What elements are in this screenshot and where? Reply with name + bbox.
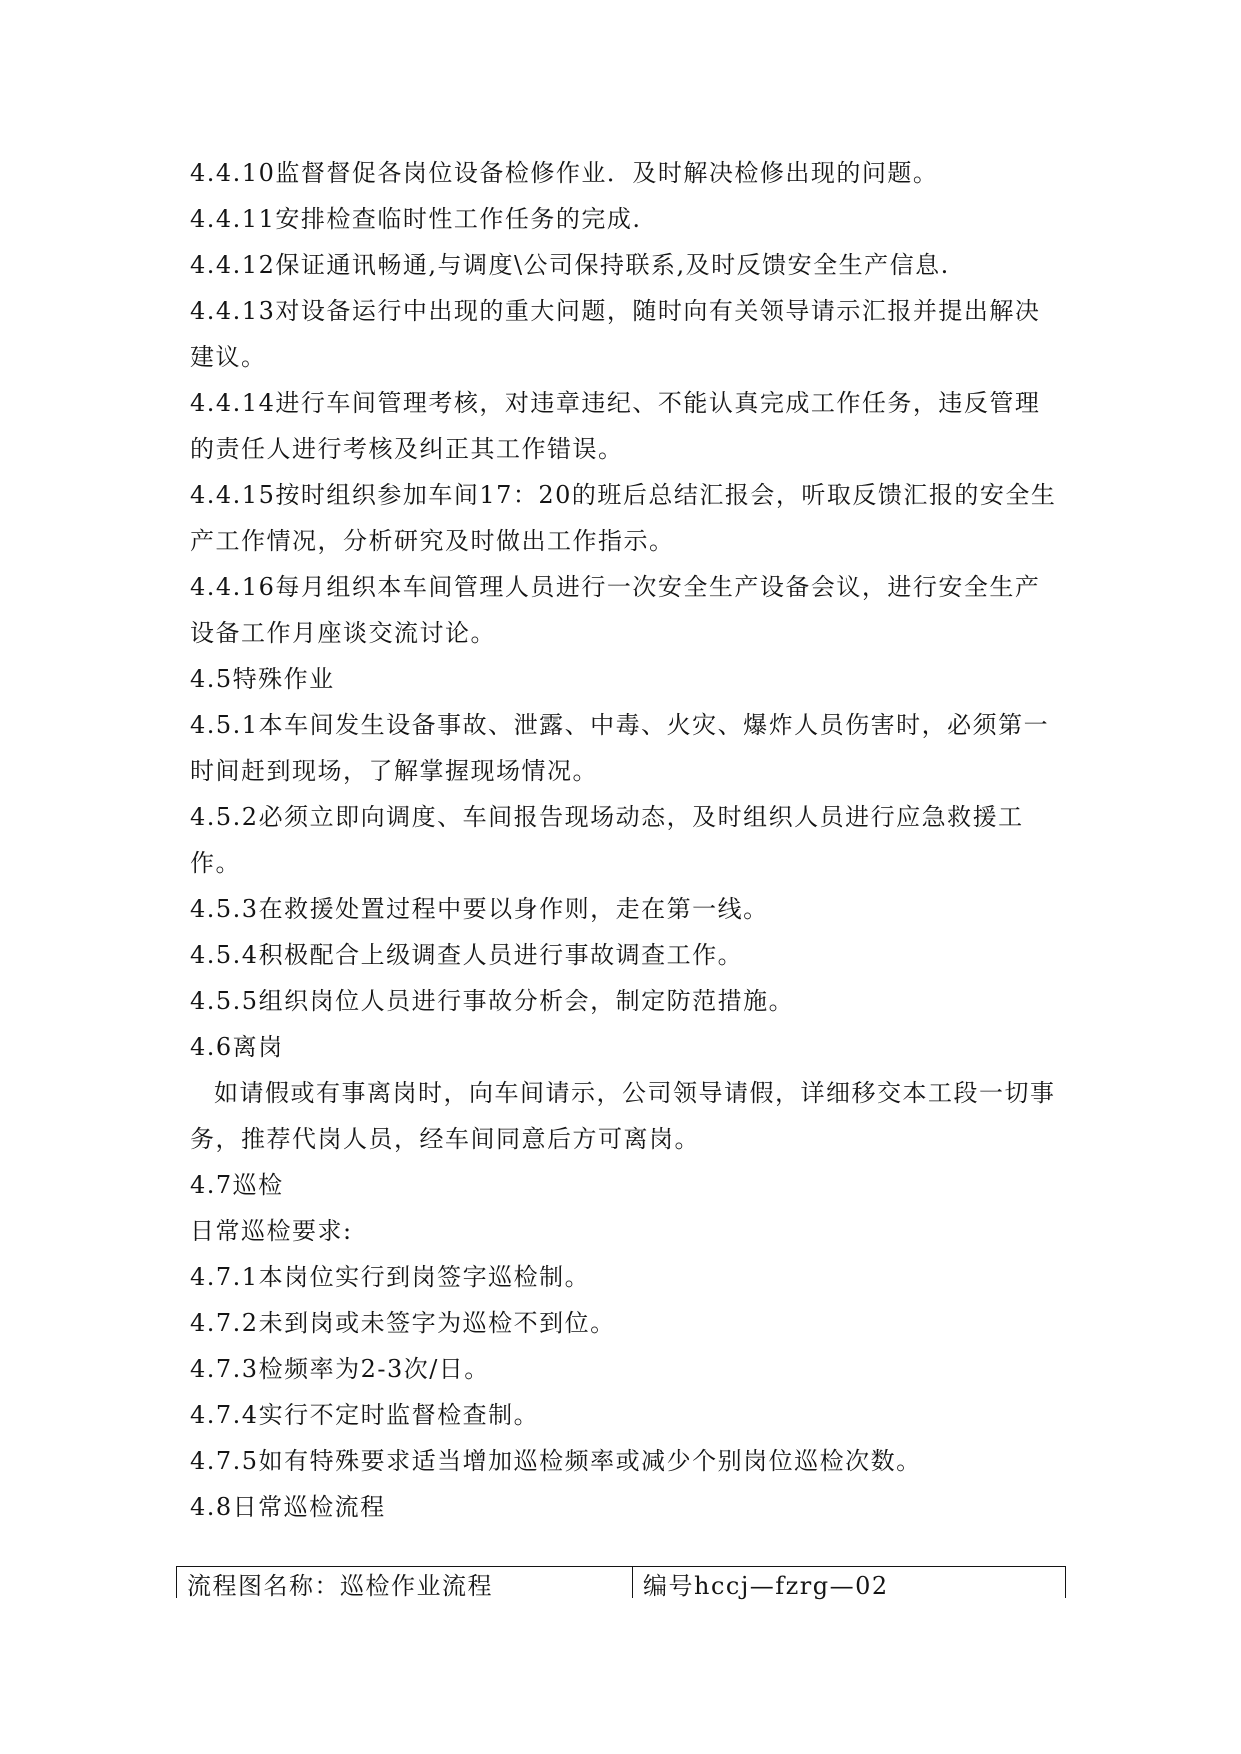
paragraph-4-7-5: 4.7.5如有特殊要求适当增加巡检频率或减少个别岗位巡检次数。 — [190, 1447, 922, 1475]
paragraph-4-5-2: 4.5.2必须立即向调度、车间报告现场动态，及时组织人员进行应急救援工作。 — [190, 803, 1024, 877]
paragraph-4-5-4: 4.5.4积极配合上级调查人员进行事故调查工作。 — [190, 941, 744, 969]
paragraph-4-7-3: 4.7.3检频率为2-3次/日。 — [190, 1355, 490, 1383]
paragraph-4-4-11: 4.4.11安排检查临时性工作任务的完成. — [190, 205, 642, 233]
paragraph-4-4-12: 4.4.12保证通讯畅通,与调度\公司保持联系,及时反馈安全生产信息. — [190, 251, 950, 279]
paragraph-leave-post: 如请假或有事离岗时，向车间请示，公司领导请假，详细移交本工段一切事务，推荐代岗人员，经车间同意后方可离岗。 — [190, 1079, 1056, 1153]
paragraph-4-5-1: 4.5.1本车间发生设备事故、泄露、中毒、火灾、爆炸人员伤害时，必须第一时间赶到现场，了解掌握现场情况。 — [190, 711, 1050, 785]
paragraph-4-4-10: 4.4.10监督督促各岗位设备检修作业．及时解决检修出现的问题。 — [190, 159, 939, 187]
paragraph-4-5-5: 4.5.5组织岗位人员进行事故分析会，制定防范措施。 — [190, 987, 795, 1015]
flowchart-header-table — [176, 1566, 1066, 1598]
heading-4-5: 4.5特殊作业 — [190, 665, 335, 693]
heading-4-6: 4.6离岗 — [190, 1033, 284, 1061]
paragraph-4-4-14: 4.4.14进行车间管理考核，对违章违纪、不能认真完成工作任务，违反管理的责任人进行考核及纠正其工作错误。 — [190, 389, 1041, 463]
paragraph-4-5-3: 4.5.3在救援处置过程中要以身作则，走在第一线。 — [190, 895, 769, 923]
flowchart-name-cell: 流程图名称：巡检作业流程 — [177, 1567, 633, 1598]
paragraph-4-7-4: 4.7.4实行不定时监督检查制。 — [190, 1401, 540, 1429]
paragraph-4-4-13: 4.4.13对设备运行中出现的重大问题，随时向有关领导请示汇报并提出解决建议。 — [190, 297, 1041, 371]
heading-4-7: 4.7巡检 — [190, 1171, 284, 1199]
paragraph-4-4-15: 4.4.15按时组织参加车间17：20的班后总结汇报会，听取反馈汇报的安全生产工作情况，分析研究及时做出工作指示。 — [190, 481, 1057, 555]
flowchart-code-cell: 编号hccj—fzrg—02 — [643, 1572, 889, 1600]
paragraph-4-4-16: 4.4.16每月组织本车间管理人员进行一次安全生产设备会议，进行安全生产设备工作月座谈交流讨论。 — [190, 573, 1041, 647]
heading-4-8: 4.8日常巡检流程 — [190, 1493, 386, 1521]
document-body — [190, 150, 1060, 1530]
paragraph-4-7-2: 4.7.2未到岗或未签字为巡检不到位。 — [190, 1309, 616, 1337]
inspection-requirements-label: 日常巡检要求: — [190, 1217, 353, 1245]
paragraph-4-7-1: 4.7.1本岗位实行到岗签字巡检制。 — [190, 1263, 591, 1291]
